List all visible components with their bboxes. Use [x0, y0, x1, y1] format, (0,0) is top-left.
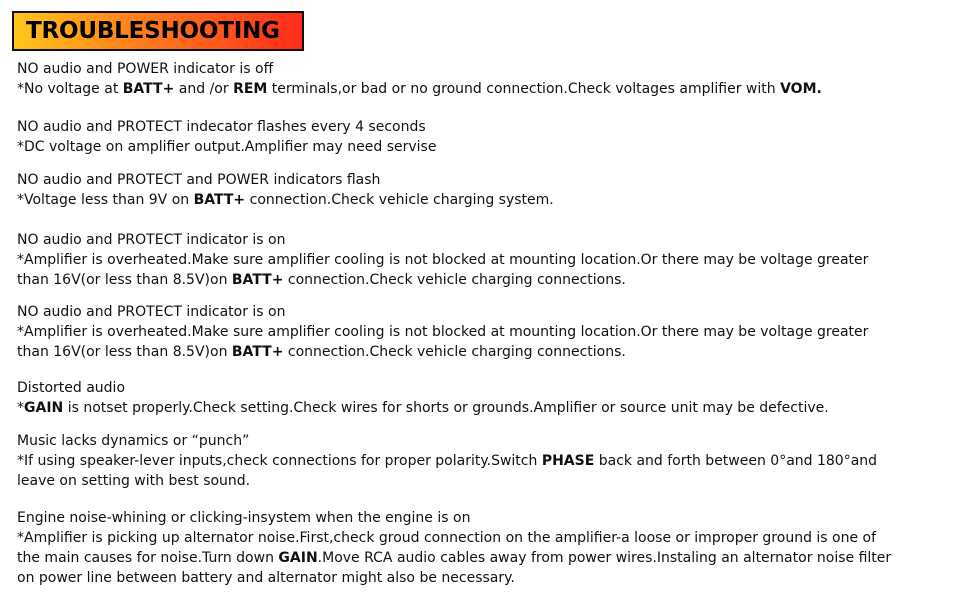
- remedy-text: *GAIN is notset properly.Check setting.Check wires for shorts or grounds.Amplifier or source unit may be defective.: [17, 400, 829, 416]
- troubleshooting-entry-7: [17, 431, 952, 491]
- symptom-text: NO audio and PROTECT indicator is on: [17, 232, 286, 248]
- remedy-text: *Amplifier is overheated.Make sure amplifier cooling is not blocked at mounting location.Or there may be voltage greater: [17, 252, 869, 268]
- remedy-text: *Voltage less than 9V on BATT+ connection.Check vehicle charging system.: [17, 192, 554, 208]
- troubleshooting-entry-1: [17, 59, 952, 99]
- remedy-text: *If using speaker-lever inputs,check connections for proper polarity.Switch PHASE back and forth between 0°and 180°and: [17, 453, 878, 469]
- symptom-text: NO audio and PROTECT and POWER indicators flash: [17, 172, 381, 188]
- symptom-text: Distorted audio: [17, 380, 126, 396]
- symptom-text: Music lacks dynamics or “punch”: [17, 433, 250, 449]
- symptom-text: NO audio and PROTECT indecator flashes every 4 seconds: [17, 119, 426, 135]
- troubleshooting-entry-4: [17, 230, 952, 290]
- symptom-text: NO audio and POWER indicator is off: [17, 61, 274, 77]
- remedy-text-continued: leave on setting with best sound.: [17, 473, 251, 489]
- remedy-text-continued: than 16V(or less than 8.5V)on BATT+ connection.Check vehicle charging connections.: [17, 272, 626, 288]
- troubleshooting-entry-5: [17, 302, 952, 362]
- symptom-text: Engine noise-whining or clicking-insystem when the engine is on: [17, 510, 471, 526]
- remedy-text: *Amplifier is picking up alternator noise.First,check groud connection on the amplifier-a loose or improper ground is one of: [17, 530, 877, 546]
- remedy-text-continued: the main causes for noise.Turn down GAIN.Move RCA audio cables away from power wires.Instaling an alternator noise filter: [17, 550, 892, 566]
- remedy-text-continued: on power line between battery and alternator might also be necessary.: [17, 570, 515, 586]
- remedy-text: *No voltage at BATT+ and /or REM terminals,or bad or no ground connection.Check voltages amplifier with VOM.: [17, 81, 822, 97]
- symptom-text: NO audio and PROTECT indicator is on: [17, 304, 286, 320]
- troubleshooting-entry-2: [17, 117, 952, 157]
- troubleshooting-entry-8: [17, 508, 952, 588]
- remedy-text: *DC voltage on amplifier output.Amplifier may need servise: [17, 139, 437, 155]
- remedy-text-continued: than 16V(or less than 8.5V)on BATT+ connection.Check vehicle charging connections.: [17, 344, 626, 360]
- troubleshooting-entry-3: [17, 170, 952, 210]
- remedy-text: *Amplifier is overheated.Make sure amplifier cooling is not blocked at mounting location.Or there may be voltage greater: [17, 324, 869, 340]
- page-title: TROUBLESHOOTING: [26, 17, 280, 44]
- troubleshooting-entry-6: [17, 378, 952, 418]
- title-banner: [12, 11, 304, 51]
